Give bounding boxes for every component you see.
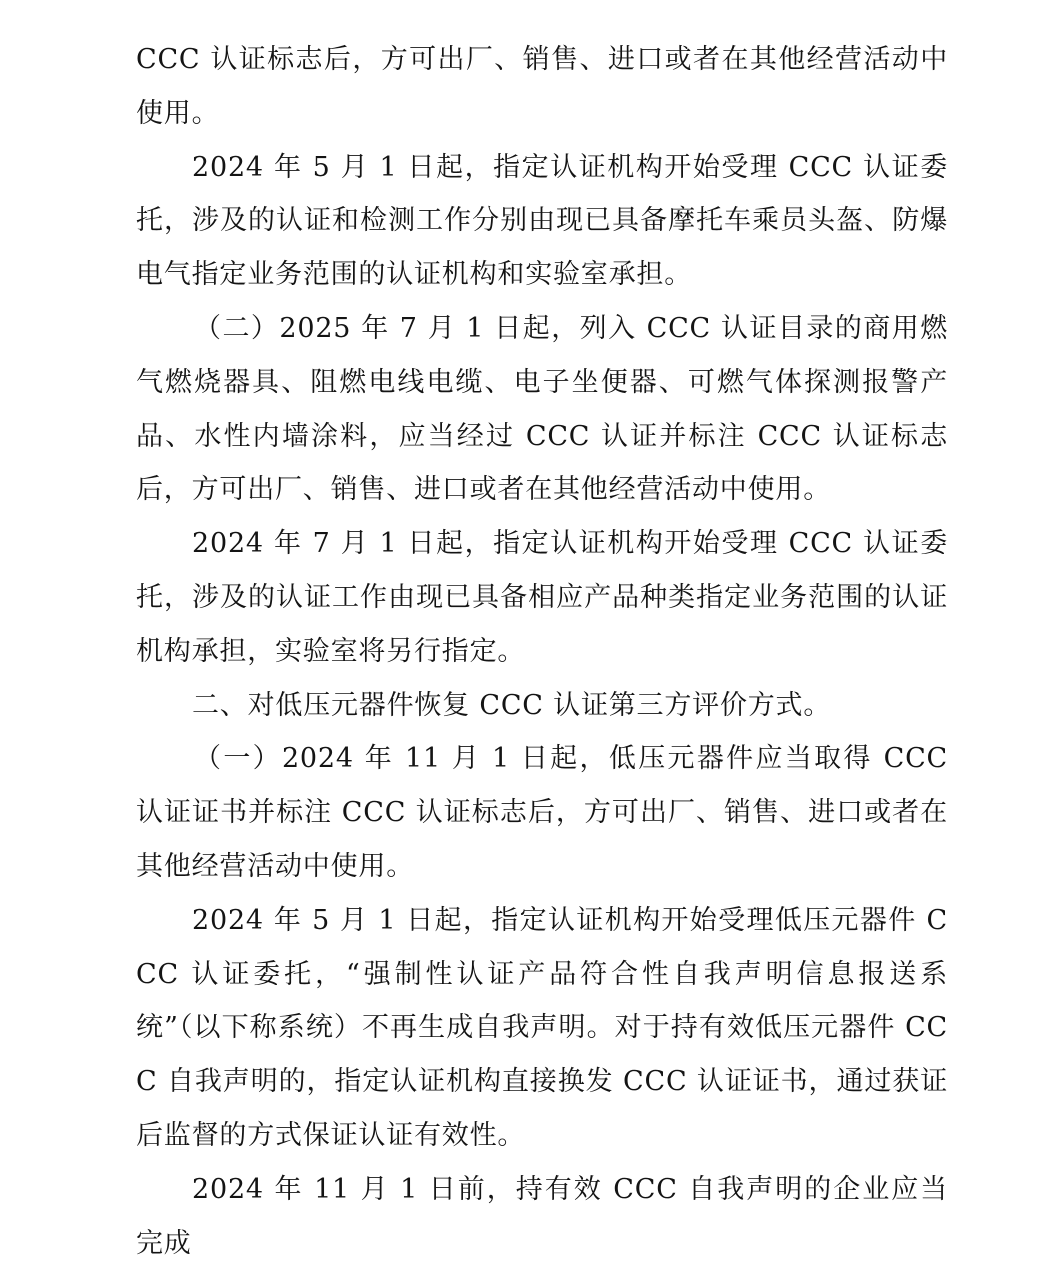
paragraph-may-acceptance: 2024 年 5 月 1 日起，指定认证机构开始受理 CCC 认证委托，涉及的认证和检测工作分别由现已具备摩托车乘员头盔、防爆电气指定业务范围的认证机构和实验室承担。	[136, 151, 948, 291]
paragraph-continuation: CCC 认证标志后，方可出厂、销售、进口或者在其他经营活动中使用。	[136, 44, 948, 129]
paragraph-item-two: （二）2025 年 7 月 1 日起，列入 CCC 认证目录的商用燃气燃烧器具、阻燃电线电缆、电子坐便器、可燃气体探测报警产品、水性内墙涂料，应当经过 CCC 认证并标注 CCC 认证标志后，方可出厂、销售、进口或者在其他经营活动中使用。	[136, 312, 948, 506]
paragraph-july-acceptance: 2024 年 7 月 1 日起，指定认证机构开始受理 CCC 认证委托，涉及的认证工作由现已具备相应产品种类指定业务范围的认证机构承担，实验室将另行指定。	[136, 528, 948, 667]
paragraph-november-deadline: 2024 年 11 月 1 日前，持有效 CCC 自我声明的企业应当完成	[136, 1173, 948, 1259]
document-body	[136, 33, 948, 1270]
paragraph-item-one: （一）2024 年 11 月 1 日起，低压元器件应当取得 CCC 认证证书并标注 CCC 认证标志后，方可出厂、销售、进口或者在其他经营活动中使用。	[136, 743, 948, 882]
paragraph-self-declaration: 2024 年 5 月 1 日起，指定认证机构开始受理低压元器件 CCC 认证委托，“强制性认证产品符合性自我声明信息报送系统”（以下称系统）不再生成自我声明。对于持有效低压元器件 CCC 自我声明的，指定认证机构直接换发 CCC 认证证书，通过获证后监督的方式保证认证有效性。	[136, 904, 948, 1151]
section-heading-low-voltage: 二、对低压元器件恢复 CCC 认证第三方评价方式。	[192, 689, 832, 721]
